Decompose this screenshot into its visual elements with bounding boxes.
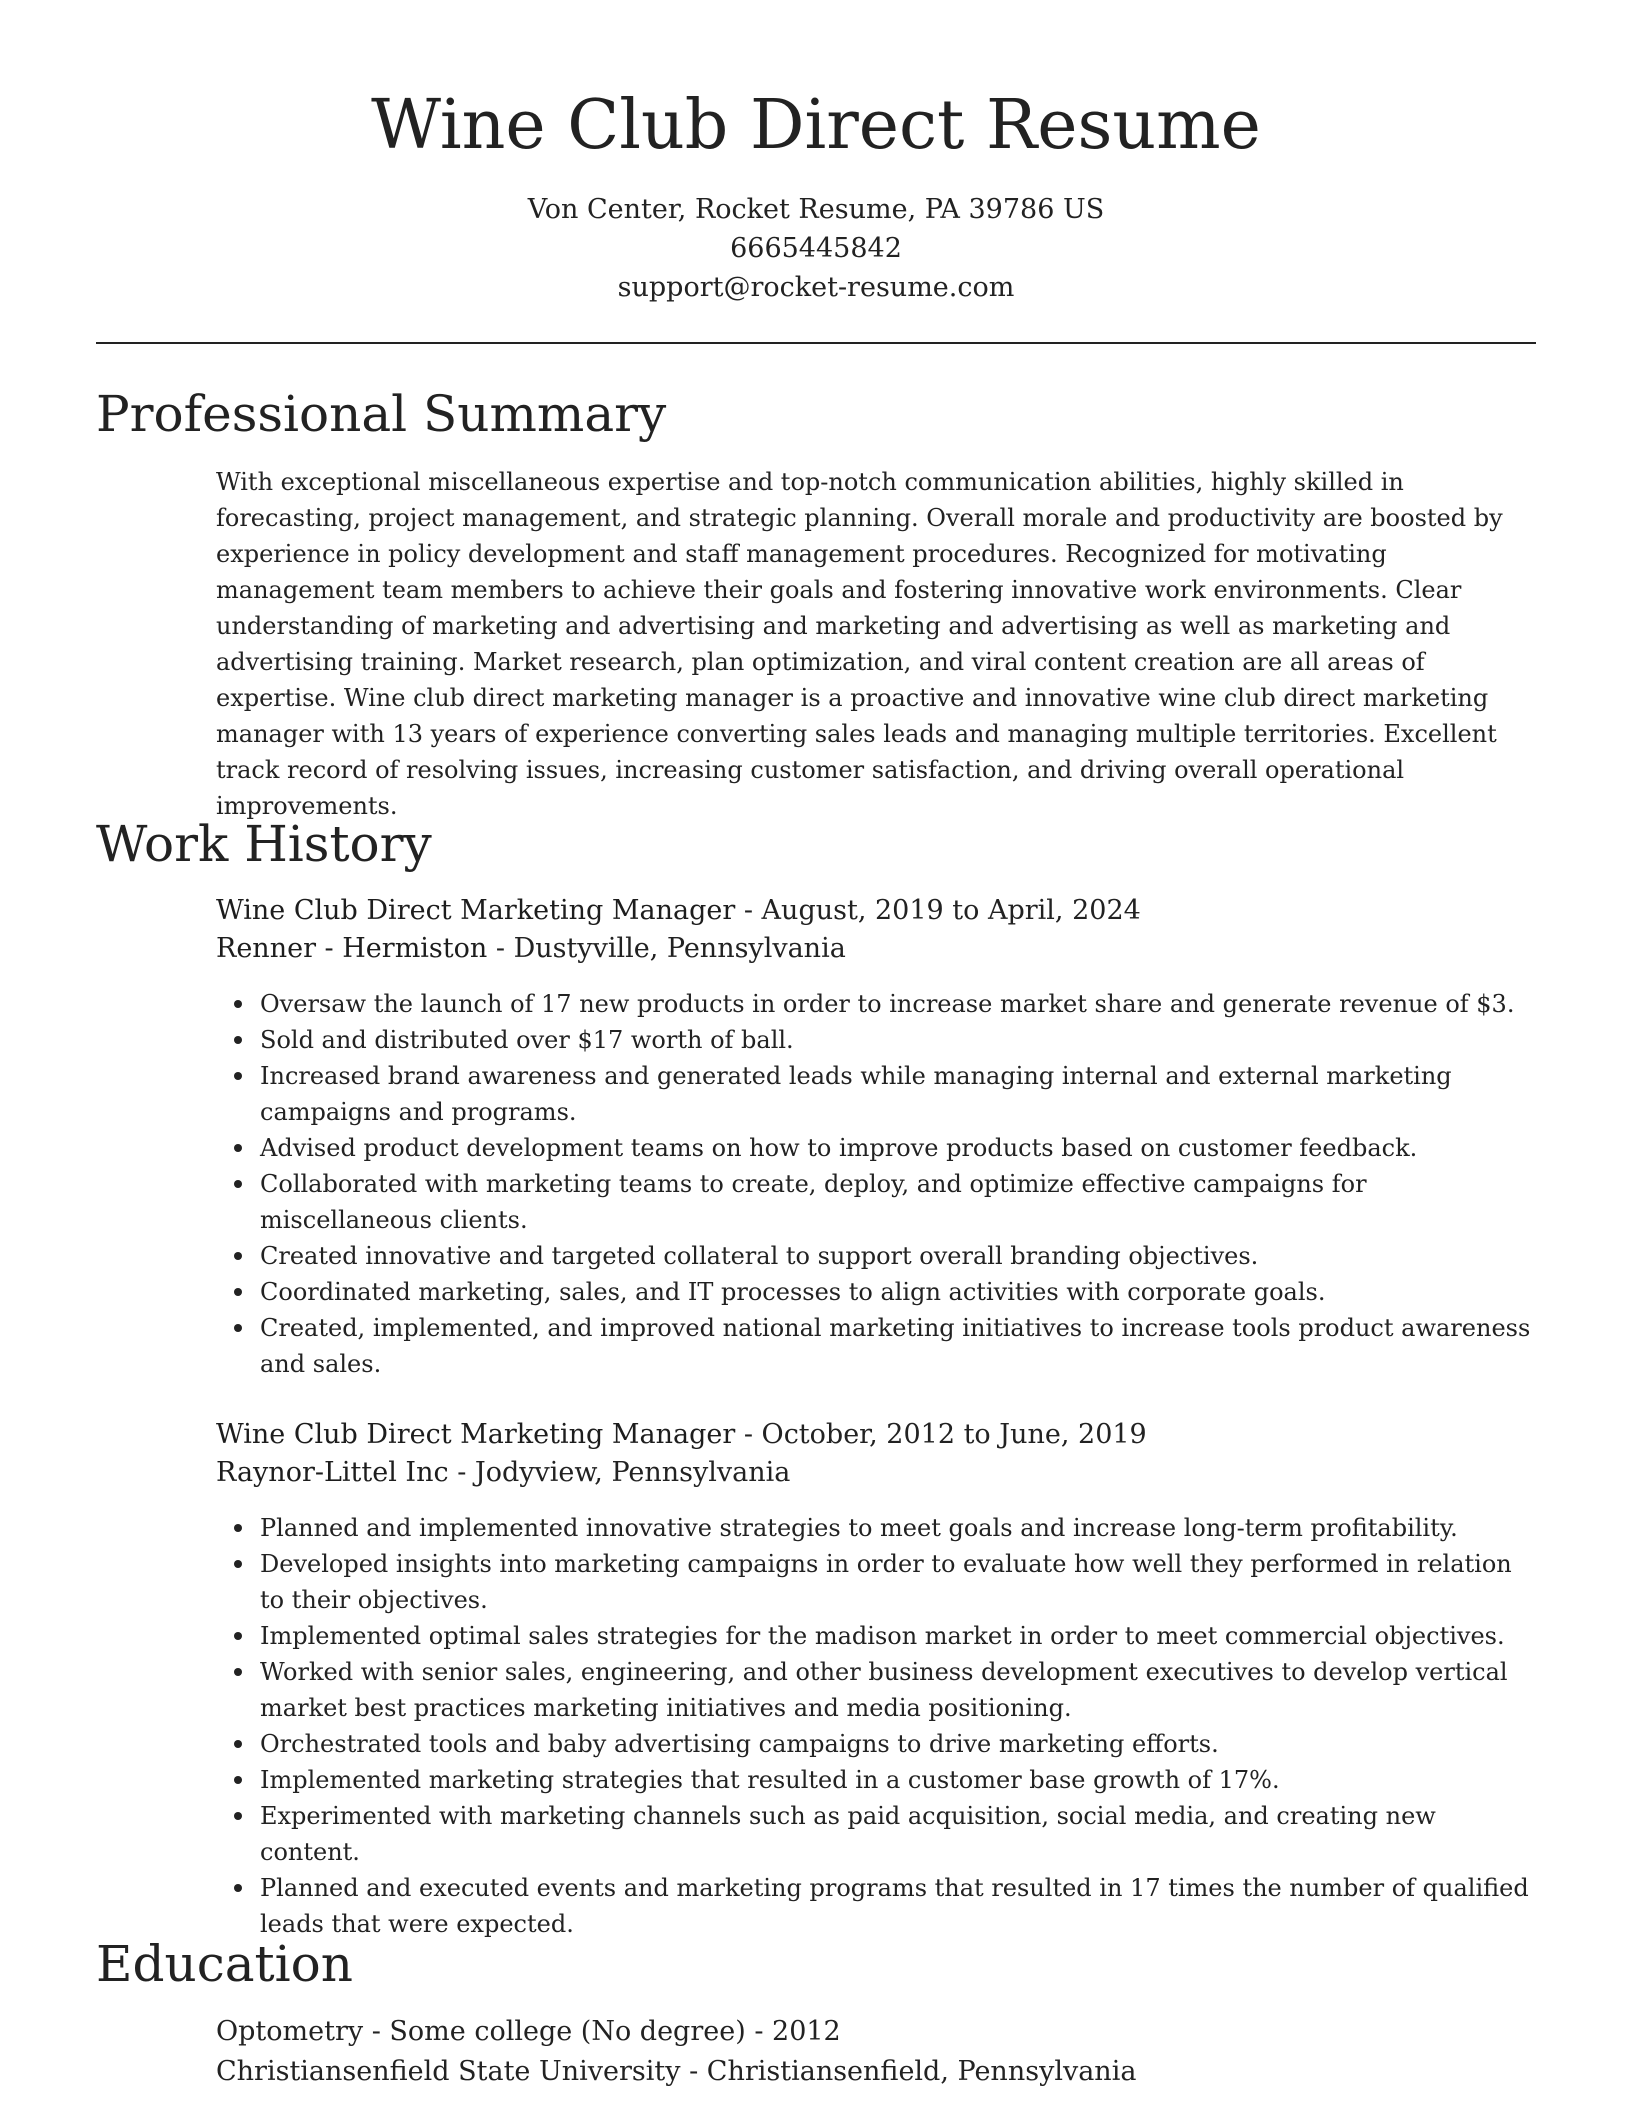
bullet-item: Experimented with marketing channels such as paid acquisition, social media, and creating new content. <box>260 1798 1536 1870</box>
education-year: - 2012 <box>745 2016 841 2047</box>
contact-block <box>0 190 1632 307</box>
bullet-item: Collaborated with marketing teams to create, deploy, and optimize effective campaigns for miscellaneous clients. <box>260 1166 1536 1238</box>
job-bullet-list <box>216 1510 1536 1942</box>
job-company: Raynor-Littel Inc <box>216 1457 449 1488</box>
contact-address: Von Center, Rocket Resume, PA 39786 US <box>527 194 1105 225</box>
job-company-line <box>216 930 1536 968</box>
job-title-line <box>216 892 1536 930</box>
job-dates: - October, 2012 to June, 2019 <box>735 1419 1147 1450</box>
contact-email: support@rocket-resume.com <box>617 272 1015 303</box>
job-dates: - August, 2019 to April, 2024 <box>735 895 1141 926</box>
job-header <box>216 892 1536 968</box>
bullet-item: Planned and implemented innovative strategies to meet goals and increase long-term profitability. <box>260 1510 1536 1546</box>
section-heading-education: Education <box>96 1935 353 1993</box>
bullet-item: Implemented marketing strategies that resulted in a customer base growth of 17%. <box>260 1762 1536 1798</box>
job-location: - Jodyview, Pennsylvania <box>448 1457 791 1488</box>
job-location: - Dustyville, Pennsylvania <box>487 933 846 964</box>
bullet-item: Sold and distributed over $17 worth of ball. <box>260 1022 1536 1058</box>
education-location: - Christiansenfield, Pennsylvania <box>680 2056 1137 2087</box>
education-school-line <box>216 2052 1536 2092</box>
bullet-item: Planned and executed events and marketing programs that resulted in 17 times the number of qualified leads that were expected. <box>260 1870 1536 1942</box>
section-heading-work-history: Work History <box>96 815 432 873</box>
contact-phone: 6665445842 <box>730 233 902 264</box>
header-divider <box>96 342 1536 344</box>
bullet-item: Created innovative and targeted collateral to support overall branding objectives. <box>260 1238 1536 1274</box>
education-entry <box>216 2012 1536 2092</box>
resume-title: Wine Club Direct Resume <box>371 86 1261 165</box>
job-title-line <box>216 1416 1536 1454</box>
bullet-item: Oversaw the launch of 17 new products in order to increase market share and generate revenue of $3. <box>260 986 1536 1022</box>
bullet-item: Developed insights into marketing campaigns in order to evaluate how well they performed in relation to their objectives. <box>260 1546 1536 1618</box>
bullet-item: Advised product development teams on how to improve products based on customer feedback. <box>260 1130 1536 1166</box>
section-heading-summary: Professional Summary <box>96 385 667 443</box>
education-school: Christiansenfield State University <box>216 2056 681 2087</box>
education-degree-line <box>216 2012 1536 2052</box>
summary-text: With exceptional miscellaneous expertise and top-notch communication abilities, highly skilled in forecasting, project management, and strategic planning. Overall morale and productivity are boosted by experience in policy development and staff management procedures. Recognized for motivating management team members to achieve their goals and fostering innovative work environments. Clear understanding of marketing and advertising and marketing and advertising as well as marketing and advertising training. Market research, plan optimization, and viral content creation are all areas of expertise. Wine club direct marketing manager is a proactive and innovative wine club direct marketing manager with 13 years of experience converting sales leads and managing multiple territories. Excellent track record of resolving issues, increasing customer satisfaction, and driving overall operational improvements. <box>216 468 1503 820</box>
job-bullet-list <box>216 986 1536 1382</box>
job-company: Renner - Hermiston <box>216 933 488 964</box>
bullet-item: Created, implemented, and improved national marketing initiatives to increase tools product awareness and sales. <box>260 1310 1536 1382</box>
job-header <box>216 1416 1536 1492</box>
education-degree: Optometry - Some college (No degree) <box>216 2016 746 2047</box>
bullet-item: Worked with senior sales, engineering, and other business development executives to develop vertical market best practices marketing initiatives and media positioning. <box>260 1654 1536 1726</box>
job-title: Wine Club Direct Marketing Manager <box>216 895 736 926</box>
job-title: Wine Club Direct Marketing Manager <box>216 1419 736 1450</box>
bullet-item: Coordinated marketing, sales, and IT processes to align activities with corporate goals. <box>260 1274 1536 1310</box>
bullet-item: Orchestrated tools and baby advertising campaigns to drive marketing efforts. <box>260 1726 1536 1762</box>
bullet-item: Implemented optimal sales strategies for the madison market in order to meet commercial objectives. <box>260 1618 1536 1654</box>
job-company-line <box>216 1454 1536 1492</box>
bullet-item: Increased brand awareness and generated leads while managing internal and external marketing campaigns and programs. <box>260 1058 1536 1130</box>
